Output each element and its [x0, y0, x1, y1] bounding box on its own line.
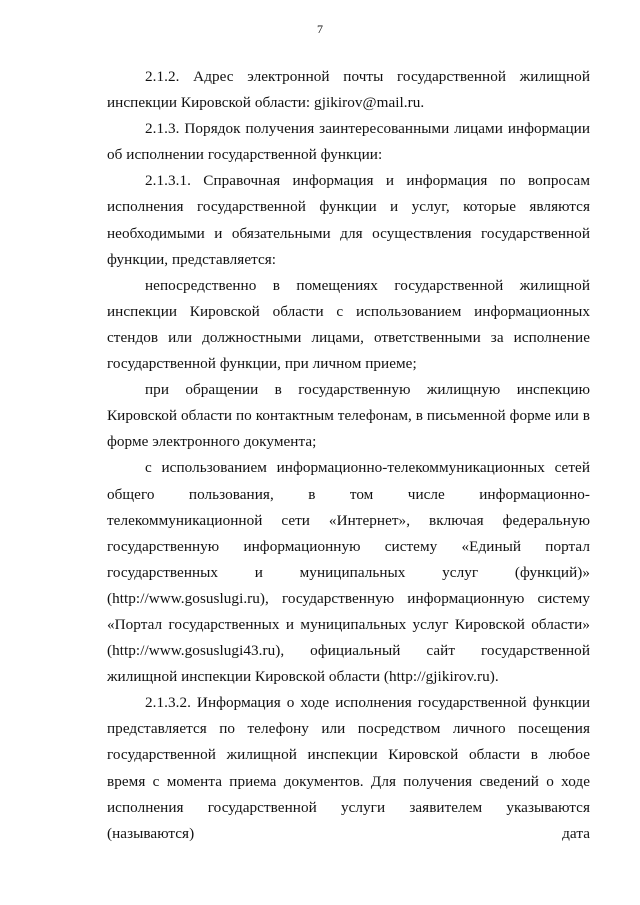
paragraph-2-1-2: 2.1.2. Адрес электронной почты государственной жилищной инспекции Кировской области: gjikirov@mail.ru.	[107, 68, 590, 112]
page-number: 7	[317, 22, 323, 36]
list-item-internet: с использованием информационно-телекоммуникационных сетей общего пользования, в том числе информационно-телекоммуникационной сети «Интернет», включая федеральную государственную информационную систему «Единый портал государственных и муниципальных услуг (функций)» (http://www.gosuslugi.ru), государственную информационную систему «Портал государственных и муниципальных услуг Кировской области» (http://www.gosuslugi43.ru), официальный сайт государственной жилищной инспекции Кировской области (http://gjikirov.ru).	[107, 459, 590, 686]
paragraph-2-1-3-2: 2.1.3.2. Информация о ходе исполнения государственной функции представляется по телефону или посредством личного посещения государственной жилищной инспекции Кировской области в любое время с момента приема документов. Для получения сведений о ходе исполнения государственной услуги заявителем указываются (называются) дата	[107, 694, 590, 842]
paragraph-2-1-3-1: 2.1.3.1. Справочная информация и информация по вопросам исполнения государственной функции и услуг, которые являются необходимыми и обязательными для осуществления государственной функции, представляется:	[107, 172, 590, 268]
paragraph-2-1-3: 2.1.3. Порядок получения заинтересованными лицами информации об исполнении государственной функции:	[107, 120, 590, 164]
document-body	[107, 64, 590, 847]
list-item-premises: непосредственно в помещениях государственной жилищной инспекции Кировской области с использованием информационных стендов или должностными лицами, ответственными за исполнение государственной функции, при личном приеме;	[107, 276, 590, 373]
list-item-phone: при обращении в государственную жилищную инспекцию Кировской области по контактным телефонам, в письменной форме или в форме электронного документа;	[107, 381, 590, 451]
